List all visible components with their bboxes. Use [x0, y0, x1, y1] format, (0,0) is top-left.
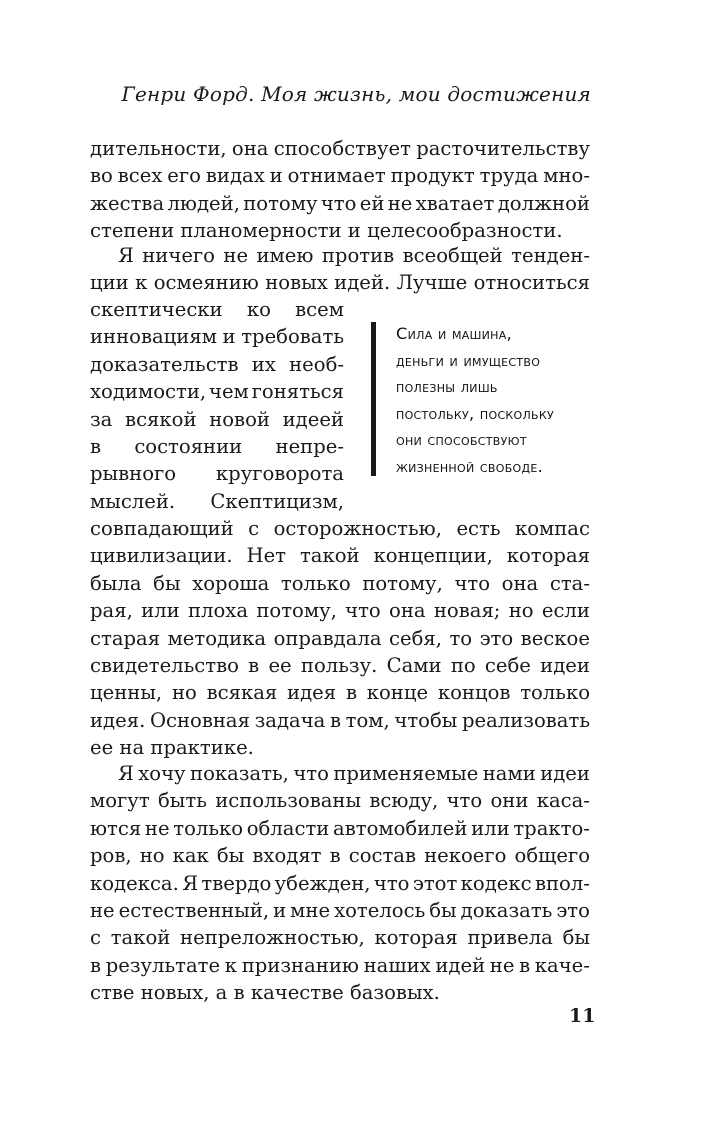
text-line: идея. Основная задача в том, чтобы реализовать	[90, 708, 590, 732]
text-line: ции к осмеянию новых идей. Лучше относиться	[90, 271, 590, 295]
running-title: Генри Форд. Моя жизнь, мои достижения	[121, 82, 591, 106]
text-line: Я хочу показать, что применяемые нами идеи	[118, 762, 590, 785]
pull-quote-line: полезны лишь	[396, 377, 498, 397]
text-line: степени планомерности и целесообразности.	[90, 219, 563, 243]
text-line: могут быть использованы всюду, что они каса-	[90, 789, 590, 813]
pull-quote-line: постольку, поскольку	[396, 403, 555, 423]
text-line: была бы хороша только потому, что она ста-	[90, 571, 590, 595]
text-line: дительности, она способствует расточительству	[90, 137, 590, 160]
text-line: стве новых, а в качестве базовых.	[90, 981, 440, 1005]
text-line: рая, или плоха потому, что она новая; но если	[90, 599, 590, 623]
paragraph-2-continued	[90, 515, 590, 762]
text-line: цивилизации. Нет такой концепции, которая	[90, 544, 590, 568]
pull-quote	[396, 321, 554, 481]
paragraph-2-wrapped	[90, 296, 344, 515]
text-line: Я ничего не имею против всеобщей тенден-	[118, 244, 590, 267]
pull-quote-line: Сила и машина,	[396, 324, 512, 343]
text-line: скептически ко всем	[90, 298, 344, 321]
text-line: ходимости, чем гоняться	[90, 380, 344, 404]
text-line: не естественный, и мне хотелось бы доказать это	[90, 898, 590, 922]
text-line: мыслей. Скептицизм,	[90, 489, 344, 513]
text-line: в результате к признанию наших идей не в каче-	[90, 953, 590, 977]
text-line: доказательств их необ-	[90, 352, 344, 376]
paragraph-2-opening	[90, 242, 590, 297]
text-line: в состоянии непре-	[90, 434, 344, 458]
text-line: во всех его видах и отнимает продукт труда мно-	[90, 164, 590, 188]
text-line: рывного круговорота	[90, 462, 344, 486]
pull-quote-line: они способствуют	[396, 430, 527, 450]
text-line: ров, но как бы входят в состав некоего общего	[90, 844, 590, 868]
text-line: жества людей, потому что ей не хватает должной	[90, 191, 590, 215]
text-line: с такой непреложностью, которая привела бы	[90, 926, 590, 950]
pull-quote-line: деньги и имущество	[396, 350, 541, 370]
text-line: за всякой новой идеей	[90, 407, 344, 431]
paragraph-1	[90, 135, 590, 245]
paragraph-3	[90, 760, 590, 1007]
text-line: ются не только области автомобилей или тракто-	[90, 816, 590, 840]
text-line: кодекса. Я твердо убежден, что этот кодекс впол-	[90, 871, 590, 895]
text-line: свидетельство в ее пользу. Сами по себе идеи	[90, 653, 590, 677]
text-line: инновациям и требовать	[90, 325, 344, 349]
text-line: ее на практике.	[90, 736, 254, 760]
text-line: ценны, но всякая идея в конце концов только	[90, 681, 590, 705]
text-line: совпадающий с осторожностью, есть компас	[90, 517, 590, 540]
text-line: старая методика оправдала себя, то это веское	[90, 626, 590, 650]
pull-quote-bar	[371, 322, 376, 476]
page-number: 11	[569, 1005, 596, 1027]
pull-quote-line: жизненной свободе.	[396, 456, 544, 476]
